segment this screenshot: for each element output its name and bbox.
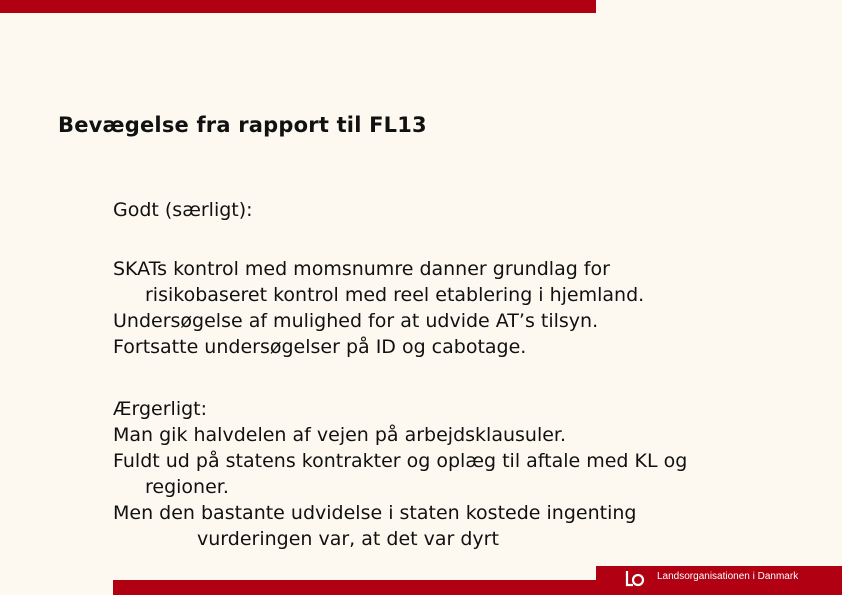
slide-title: Bevægelse fra rapport til FL13	[58, 113, 427, 137]
list-item: Undersøgelse af mulighed for at udvide AT’s tilsyn.	[113, 310, 599, 332]
bad-section	[113, 396, 687, 552]
list-item: Fuldt ud på statens kontrakter og oplæg til aftale med KL og	[113, 450, 688, 472]
list-item: Fortsatte undersøgelser på ID og cabotage.	[113, 336, 527, 358]
list-item-continuation: regioner.	[145, 476, 229, 498]
footer-organization: Landsorganisationen i Danmark	[657, 571, 799, 582]
bad-heading: Ærgerligt:	[113, 398, 208, 420]
list-item: SKATs kontrol med momsnumre danner grundlag for	[113, 258, 610, 280]
list-item-continuation: risikobaseret kontrol med reel etablering i hjemland.	[145, 284, 645, 306]
good-heading: Godt (særligt):	[113, 199, 253, 221]
good-list	[113, 256, 644, 360]
list-item: Man gik halvdelen af vejen på arbejdsklausuler.	[113, 424, 567, 446]
top-accent-bar	[0, 0, 596, 13]
list-item-continuation: vurderingen var, at det var dyrt	[197, 528, 499, 550]
lo-logo-icon	[624, 568, 646, 590]
list-item: Men den bastante udvidelse i staten kostede ingenting	[113, 502, 637, 524]
